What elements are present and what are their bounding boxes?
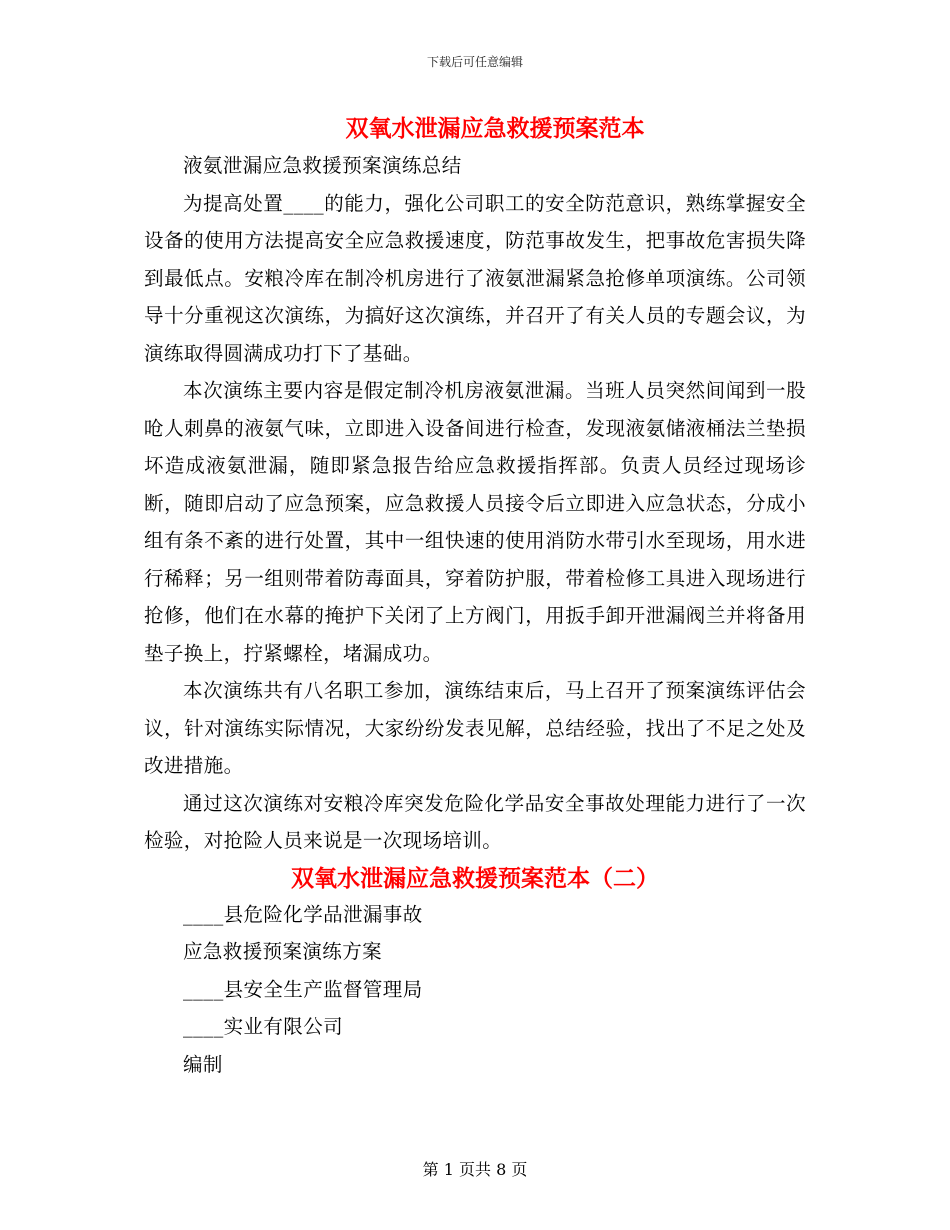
paragraph: 本次演练主要内容是假定制冷机房液氨泄漏。当班人员突然间闻到一股呛人刺鼻的液氨气味，立即进入设备间进行检查，发现液氨储液桶法兰垫损坏造成液氨泄漏，随即紧急报告给应急救援指挥部。负责人员经过现场诊断，随即启动了应急预案，应急救援人员接令后立即进入应急状态，分成小组有条不紊的进行处置，其中一组快速的使用消防水带引水至现场，用水进行稀释；另一组则带着防毒面具，穿着防护服，带着检修工具进入现场进行抢修，他们在水幕的掩护下关闭了上方阀门，用扳手卸开泄漏阀兰并将备用垫子换上，拧紧螺栓，堵漏成功。 [144, 379, 806, 665]
plan-line: ____实业有限公司 [183, 1015, 344, 1038]
plan-line: ____县安全生产监督管理局 [183, 977, 423, 1001]
page-number: 第 1 页共 8 页 [422, 1160, 528, 1179]
paragraph: 为提高处置____的能力，强化公司职工的安全防范意识，熟练掌握安全设备的使用方法提高安全应急救援速度，防范事故发生，把事故危害损失降到最低点。安粮冷库在制冷机房进行了液氨泄漏紧急抢修单项演练。公司领导十分重视这次演练，为搞好这次演练，并召开了有关人员的专题会议，为演练取得圆满成功打下了基础。 [144, 191, 806, 365]
document-title: 双氧水泄漏应急救援预案范本 [345, 115, 645, 142]
section-title-2: 双氧水泄漏应急救援预案范本（二） [291, 864, 659, 892]
document-body [144, 112, 806, 1083]
paragraph: 通过这次演练对安粮冷库突发危险化学品安全事故处理能力进行了一次检验，对抢险人员来说是一次现场培训。 [144, 791, 806, 852]
page-header-note: 下载后可任意编辑 [426, 55, 523, 69]
paragraph: 本次演练共有八名职工参加，演练结束后，马上召开了预案演练评估会议，针对演练实际情况，大家纷纷发表见解，总结经验，找出了不足之处及改进措施。 [144, 679, 806, 777]
plan-line: 应急救援预案演练方案 [183, 940, 383, 963]
section-subtitle: 液氨泄漏应急救援预案演练总结 [183, 154, 462, 177]
plan-line: 编制 [183, 1052, 223, 1076]
plan-line: ____县危险化学品泄漏事故 [183, 902, 423, 926]
